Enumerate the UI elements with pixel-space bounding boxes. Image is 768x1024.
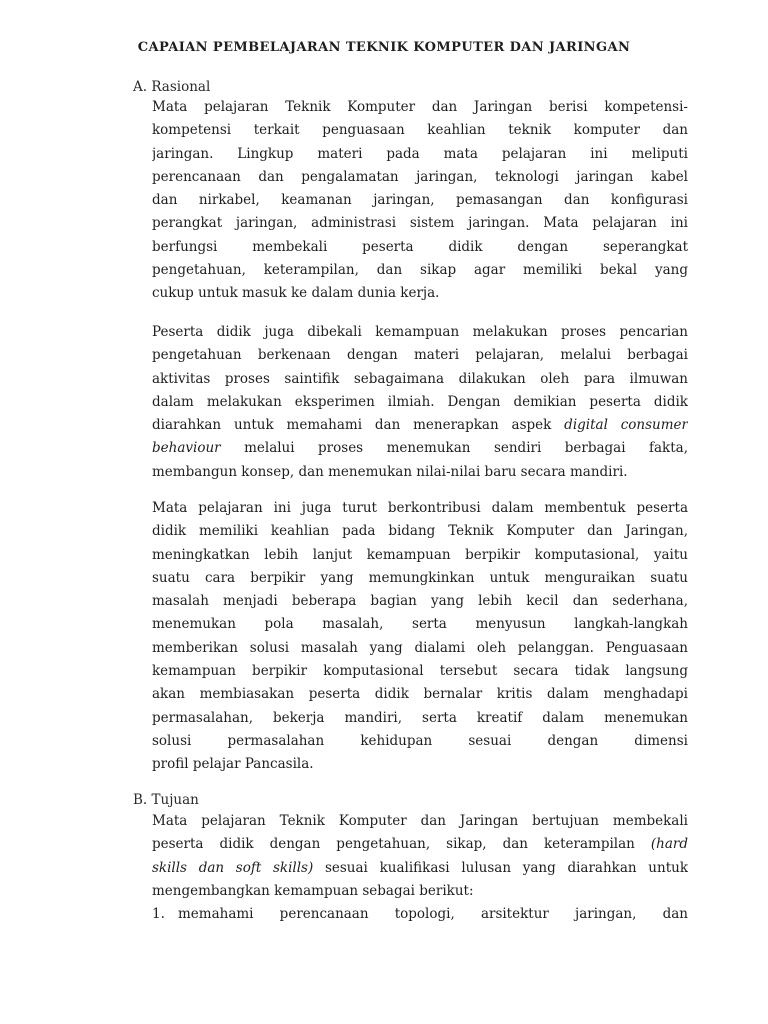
text-line: kemampuan berpikir komputasional tersebut secara tidak langsung — [152, 663, 688, 680]
text-line: meningkatkan lebih lanjut kemampuan berpikir komputasional, yaitu — [152, 546, 688, 563]
text-line: Mata pelajaran ini juga turut berkontribusi dalam membentuk peserta — [152, 500, 688, 516]
text-span: diarahkan untuk memahami dan menerapkan aspek — [152, 417, 565, 434]
section-a-heading: A. Rasional — [133, 79, 211, 95]
italic-term: skills dan soft skills) — [152, 859, 314, 876]
document-title: CAPAIAN PEMBELAJARAN TEKNIK KOMPUTER DAN JARINGAN — [137, 40, 631, 55]
list-item-text: memahami perencanaan topologi, arsitektur jaringan, dan — [178, 906, 688, 923]
text-line: solusi permasalahan kehidupan sesuai dengan dimensi — [152, 732, 688, 749]
text-line: Mata pelajaran Teknik Komputer dan Jaringan berisi kompetensi- — [152, 99, 688, 115]
text-line: perencanaan dan pengalamatan jaringan, teknologi jaringan kabel — [152, 168, 688, 185]
rasional-paragraph-3 — [152, 497, 688, 777]
tujuan-paragraph — [152, 810, 688, 926]
text-line: pengetahuan berkenaan dengan materi pelajaran, melalui berbagai — [152, 347, 688, 364]
text-line: permasalahan, bekerja mandiri, serta kreatif dalam menemukan — [152, 709, 688, 726]
list-item — [152, 903, 688, 926]
text-line: didik memiliki keahlian pada bidang Teknik Komputer dan Jaringan, — [152, 523, 688, 540]
text-line: kompetensi terkait penguasaan keahlian teknik komputer dan — [152, 122, 688, 139]
section-b-heading: B. Tujuan — [133, 792, 199, 808]
text-line: jaringan. Lingkup materi pada mata pelajaran ini meliputi — [152, 145, 688, 162]
italic-term: (hard — [650, 836, 688, 853]
text-span: sesuai kualifikasi lulusan yang diarahkan untuk — [313, 859, 688, 876]
text-line: profil pelajar Pancasila. — [152, 756, 314, 773]
text-line: akan membiasakan peserta didik bernalar kritis dalam menghadapi — [152, 686, 688, 703]
text-line: suatu cara berpikir yang memungkinkan untuk menguraikan suatu — [152, 569, 688, 586]
text-line: mengembangkan kemampuan sebagai berikut: — [152, 882, 474, 899]
text-span: peserta didik dengan pengetahuan, sikap, dan keterampilan — [152, 836, 651, 853]
text-line: dan nirkabel, keamanan jaringan, pemasangan dan konfigurasi — [152, 192, 688, 209]
text-line: pengetahuan, keterampilan, dan sikap agar memiliki bekal yang — [152, 262, 688, 279]
text-line — [152, 857, 688, 880]
text-line: cukup untuk masuk ke dalam dunia kerja. — [152, 285, 440, 302]
text-line: Mata pelajaran Teknik Komputer dan Jaringan bertujuan membekali — [152, 813, 688, 829]
text-line: masalah menjadi beberapa bagian yang lebih kecil dan sederhana, — [152, 593, 688, 610]
text-span: melalui proses menemukan sendiri berbagai fakta, — [220, 440, 688, 457]
text-line — [152, 833, 688, 856]
text-line: Peserta didik juga dibekali kemampuan melakukan proses pencarian — [152, 324, 688, 340]
italic-term: digital consumer — [564, 417, 688, 434]
text-line: aktivitas proses saintifik sebagaimana dilakukan oleh para ilmuwan — [152, 370, 688, 387]
text-line: dalam melakukan eksperimen ilmiah. Dengan demikian peserta didik — [152, 393, 688, 410]
text-line: membangun konsep, dan menemukan nilai-nilai baru secara mandiri. — [152, 463, 628, 480]
italic-term: behaviour — [152, 440, 221, 457]
text-line: berfungsi membekali peserta didik dengan seperangkat — [152, 238, 688, 255]
list-number: 1. — [152, 906, 165, 923]
rasional-paragraph-2 — [152, 321, 688, 484]
text-line: perangkat jaringan, administrasi sistem jaringan. Mata pelajaran ini — [152, 215, 688, 232]
text-line: memberikan solusi masalah yang dialami oleh pelanggan. Penguasaan — [152, 639, 688, 656]
text-line — [152, 414, 688, 437]
rasional-paragraph-1 — [152, 96, 688, 306]
text-line — [152, 437, 688, 460]
text-line: menemukan pola masalah, serta menyusun langkah-langkah — [152, 616, 688, 633]
